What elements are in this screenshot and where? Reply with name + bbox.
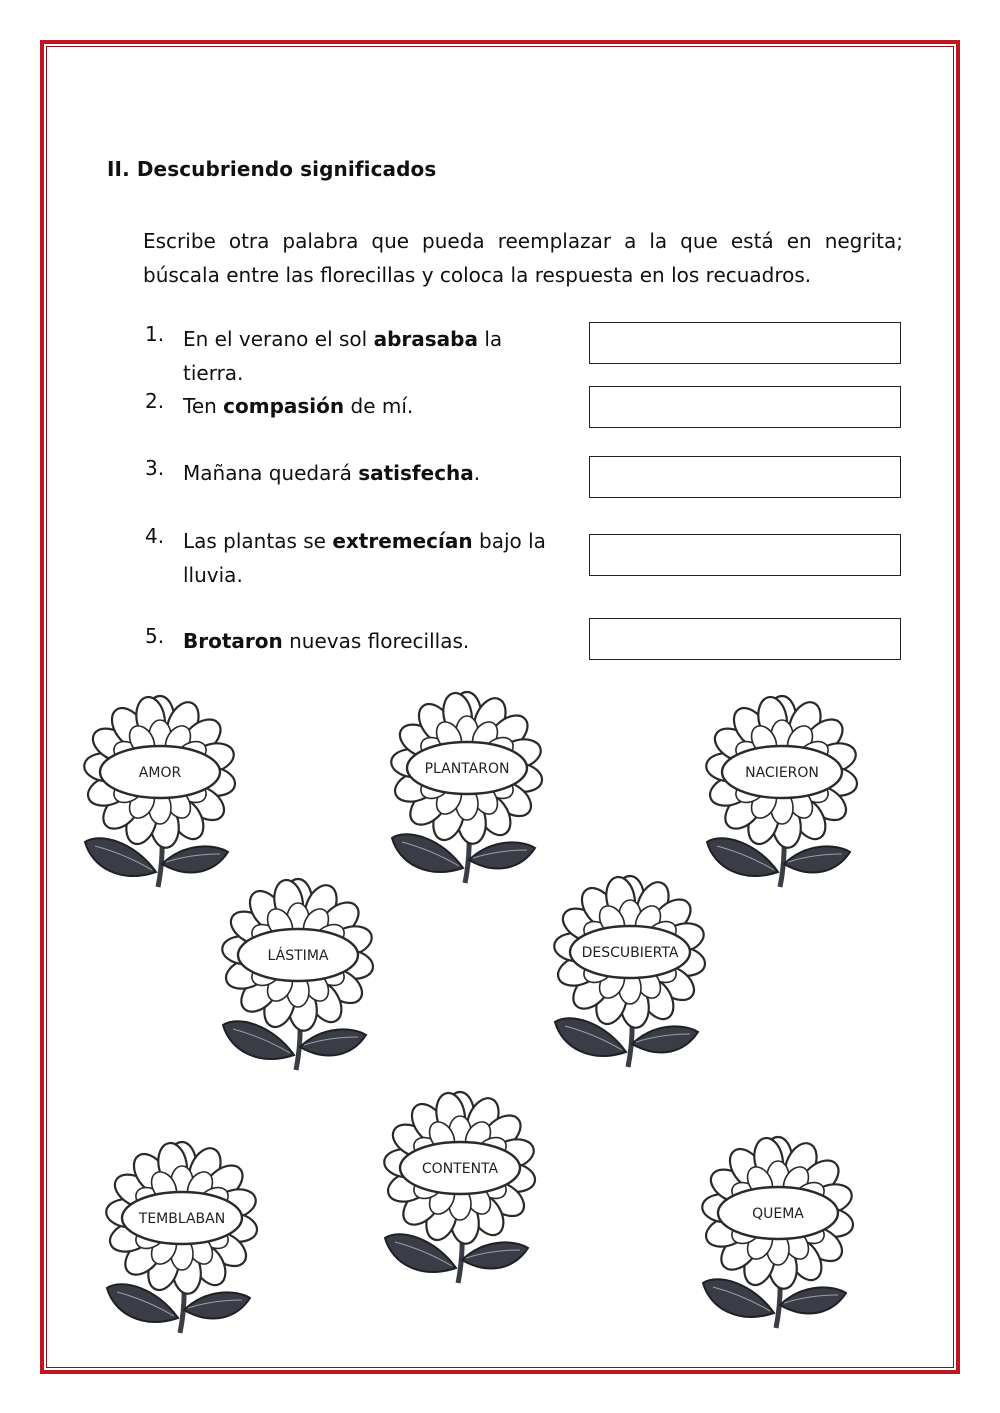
answer-input-2[interactable] (589, 386, 901, 428)
question-number: 2. (145, 389, 165, 413)
question-number: 5. (145, 624, 165, 648)
question-text: Ten compasión de mí. (183, 394, 414, 418)
bold-word: extremecían (332, 529, 473, 553)
flower-label: NACIERON (745, 765, 819, 781)
bold-word: Brotaron (183, 629, 283, 653)
flower-label: PLANTARON (424, 761, 510, 777)
bold-word: abrasaba (373, 327, 478, 351)
question-number: 4. (145, 524, 165, 548)
question-number: 3. (145, 456, 165, 480)
answer-input-3[interactable] (589, 456, 901, 498)
question-text: Las plantas se extremecían bajo la lluvia. (183, 529, 546, 587)
question-text: Mañana quedará satisfecha. (183, 461, 481, 485)
question-text: Brotaron nuevas florecillas. (183, 629, 470, 653)
flower-label: LÁSTIMA (267, 948, 329, 964)
question-number: 1. (145, 322, 165, 346)
flower-label: TEMBLABAN (138, 1211, 226, 1227)
flower-label: QUEMA (752, 1206, 804, 1222)
bold-word: satisfecha (358, 461, 474, 485)
instructions-text: Escribe otra palabra que pueda reemplazar a la que está en negrita; búscala entre las florecillas y coloca la respuesta en los recuadros. (143, 229, 903, 287)
flower-label: AMOR (138, 765, 182, 781)
flower-label: DESCUBIERTA (581, 945, 679, 961)
answer-input-1[interactable] (589, 322, 901, 364)
flower-label: CONTENTA (421, 1161, 499, 1177)
section-title: II. Descubriendo significados (107, 157, 437, 181)
answer-input-4[interactable] (589, 534, 901, 576)
answer-input-5[interactable] (589, 618, 901, 660)
question-text: En el verano el sol abrasaba la tierra. (183, 327, 503, 385)
bold-word: compasión (223, 394, 345, 418)
